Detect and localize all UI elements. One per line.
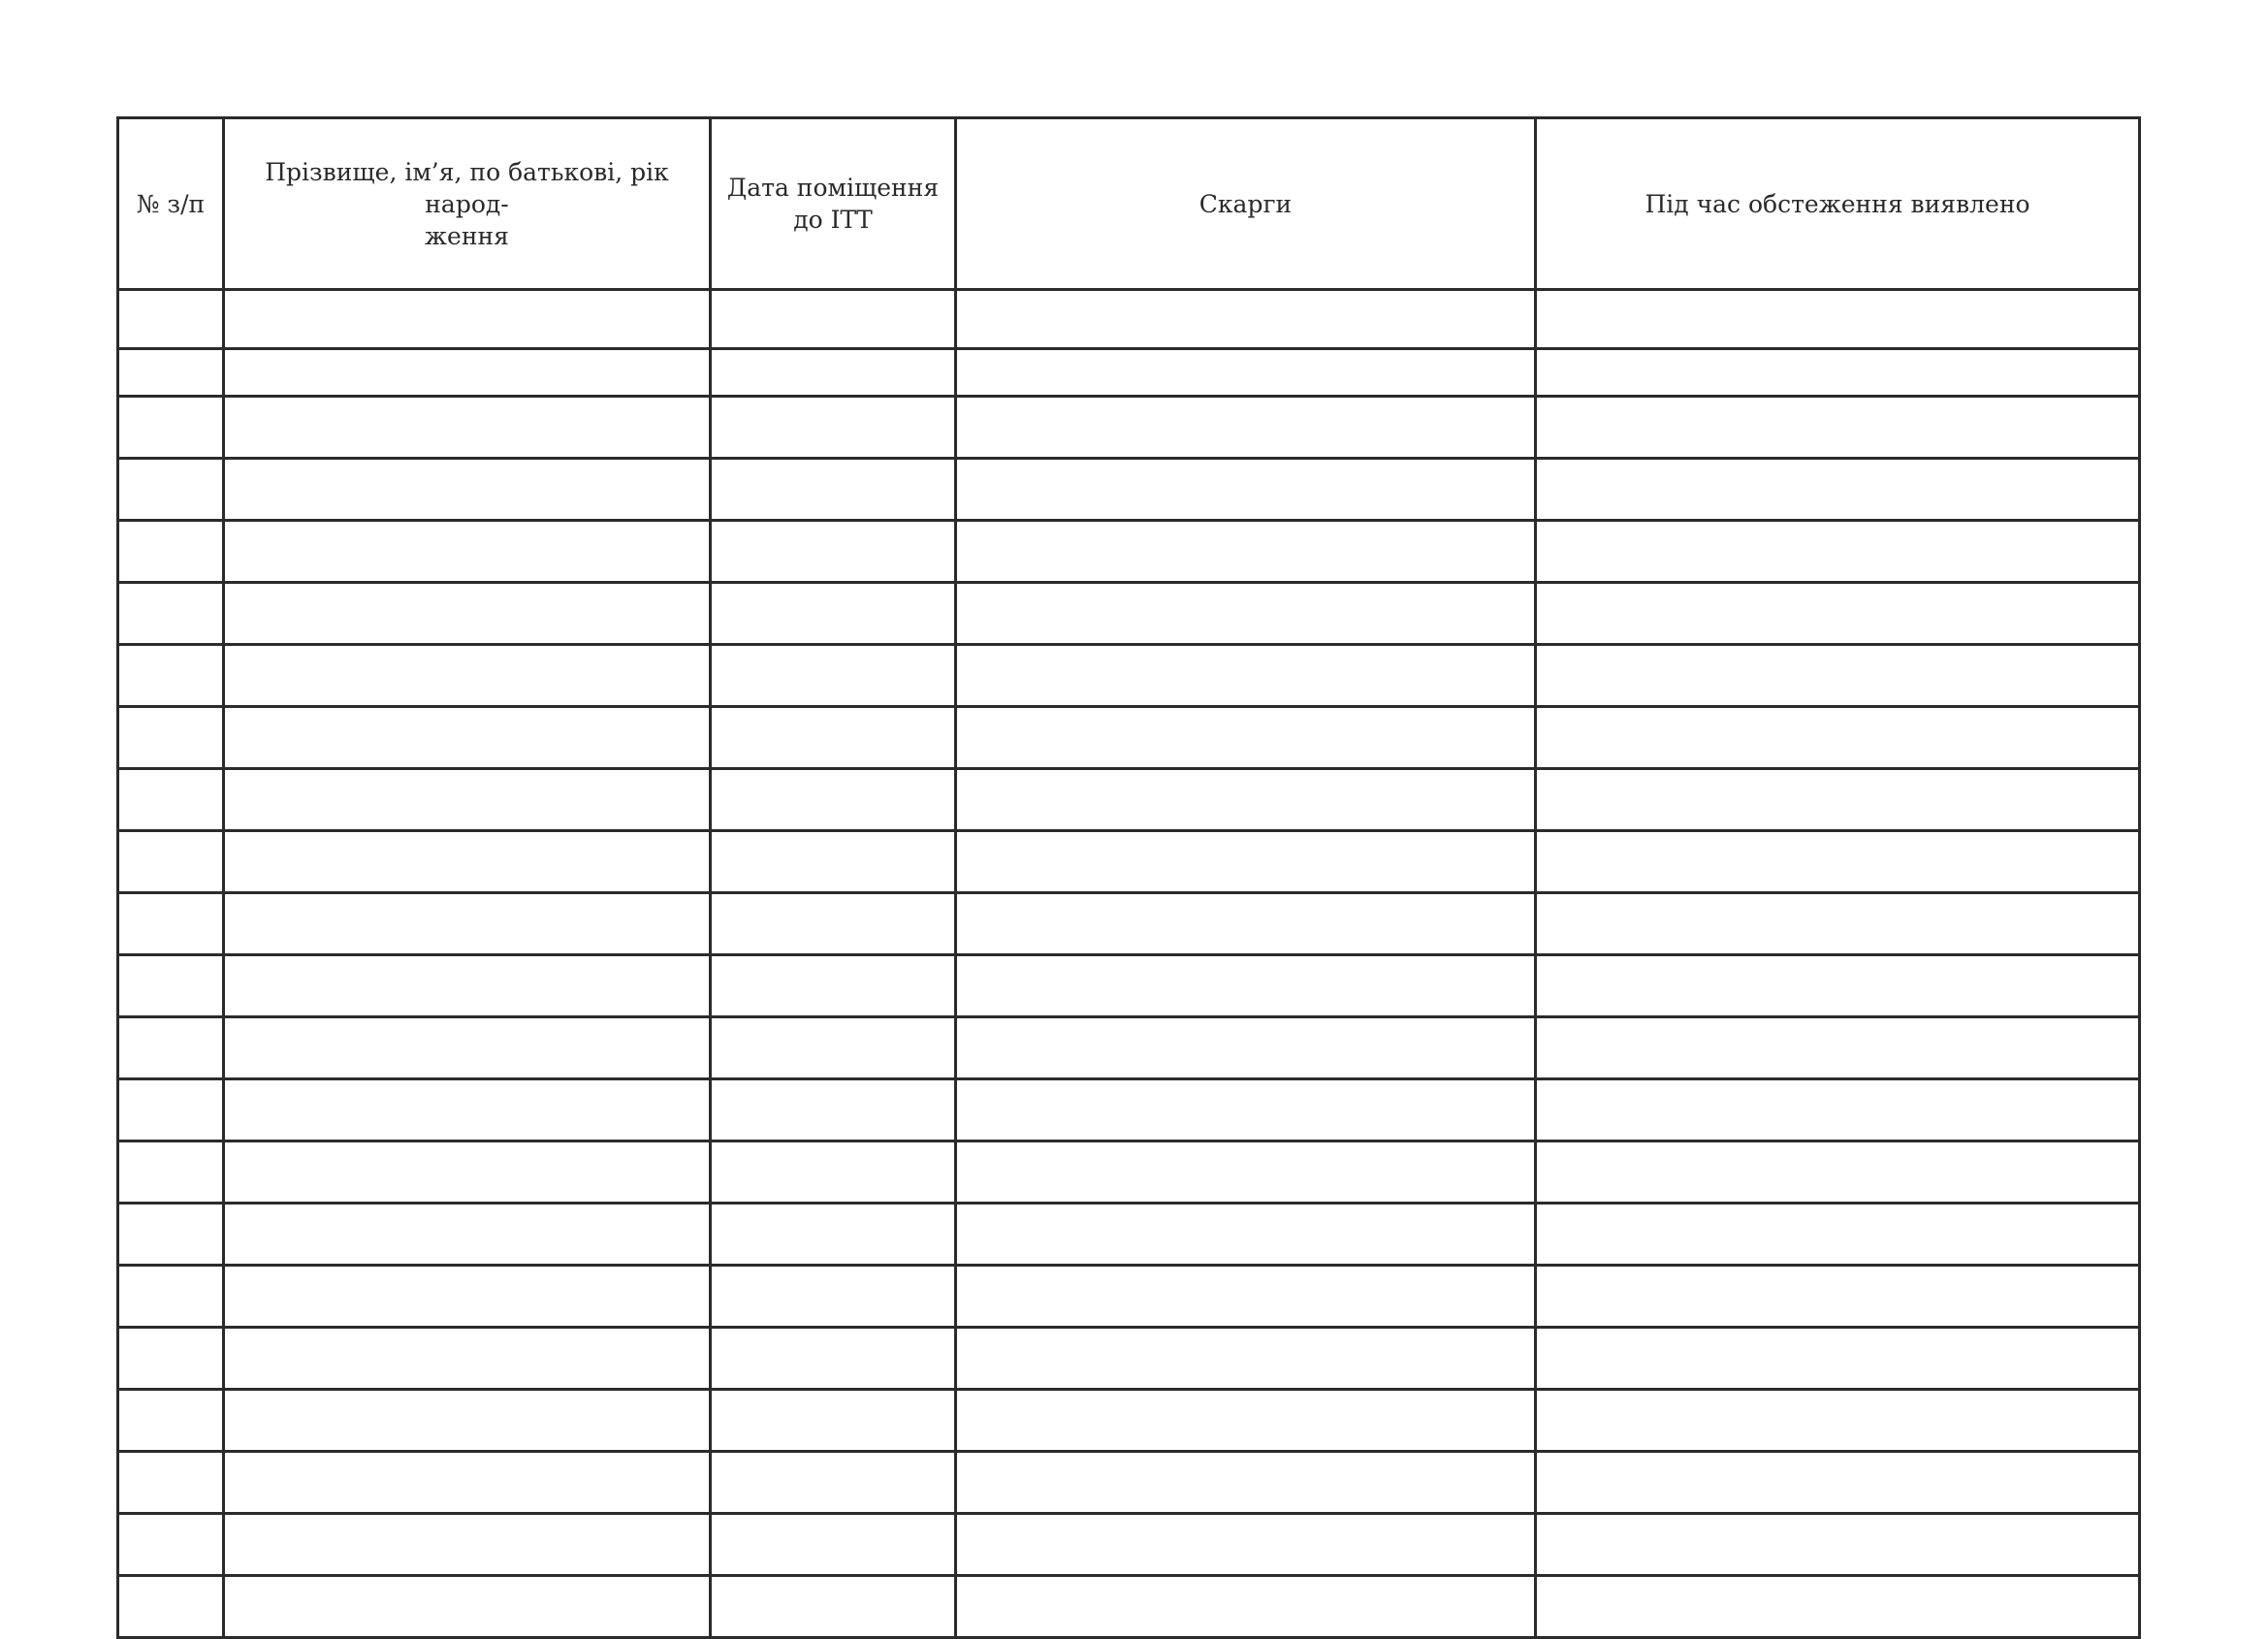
cell-complaints[interactable] xyxy=(956,1017,1536,1079)
cell-findings[interactable] xyxy=(1536,769,2140,831)
cell-date-placed[interactable] xyxy=(711,349,956,397)
cell-number[interactable] xyxy=(118,1017,224,1079)
cell-date-placed[interactable] xyxy=(711,1328,956,1390)
cell-complaints[interactable] xyxy=(956,1266,1536,1328)
cell-findings[interactable] xyxy=(1536,397,2140,459)
cell-findings[interactable] xyxy=(1536,349,2140,397)
table-row xyxy=(118,349,2140,397)
cell-full-name[interactable] xyxy=(224,1514,711,1576)
cell-complaints[interactable] xyxy=(956,707,1536,769)
cell-complaints[interactable] xyxy=(956,1390,1536,1452)
table-row xyxy=(118,893,2140,955)
table-header xyxy=(118,118,2140,290)
cell-findings[interactable] xyxy=(1536,955,2140,1017)
cell-findings[interactable] xyxy=(1536,290,2140,349)
cell-number[interactable] xyxy=(118,1141,224,1204)
cell-full-name[interactable] xyxy=(224,349,711,397)
table-row xyxy=(118,1514,2140,1576)
cell-full-name[interactable] xyxy=(224,290,711,349)
cell-date-placed[interactable] xyxy=(711,955,956,1017)
table-row xyxy=(118,1266,2140,1328)
cell-full-name[interactable] xyxy=(224,1079,711,1141)
table-row xyxy=(118,1452,2140,1514)
cell-complaints[interactable] xyxy=(956,1079,1536,1141)
cell-date-placed[interactable] xyxy=(711,893,956,955)
cell-date-placed[interactable] xyxy=(711,645,956,707)
cell-findings[interactable] xyxy=(1536,1576,2140,1638)
cell-number[interactable] xyxy=(118,831,224,893)
cell-complaints[interactable] xyxy=(956,290,1536,349)
cell-number[interactable] xyxy=(118,1390,224,1452)
header-number: № з/п xyxy=(118,118,224,290)
table-row xyxy=(118,1079,2140,1141)
cell-findings[interactable] xyxy=(1536,1141,2140,1204)
cell-full-name[interactable] xyxy=(224,831,711,893)
cell-complaints[interactable] xyxy=(956,955,1536,1017)
cell-number[interactable] xyxy=(118,583,224,645)
cell-findings[interactable] xyxy=(1536,1017,2140,1079)
cell-date-placed[interactable] xyxy=(711,769,956,831)
cell-full-name[interactable] xyxy=(224,769,711,831)
header-full-name-text: Прізвище, ім’я, по батькові, рік народ- ження xyxy=(265,157,669,250)
cell-date-placed[interactable] xyxy=(711,1514,956,1576)
cell-number[interactable] xyxy=(118,769,224,831)
cell-number[interactable] xyxy=(118,290,224,349)
cell-number[interactable] xyxy=(118,397,224,459)
cell-date-placed[interactable] xyxy=(711,707,956,769)
cell-findings[interactable] xyxy=(1536,1390,2140,1452)
cell-date-placed[interactable] xyxy=(711,1204,956,1266)
cell-full-name[interactable] xyxy=(224,1452,711,1514)
cell-findings[interactable] xyxy=(1536,1514,2140,1576)
cell-date-placed[interactable] xyxy=(711,1266,956,1328)
cell-date-placed[interactable] xyxy=(711,1452,956,1514)
cell-complaints[interactable] xyxy=(956,583,1536,645)
cell-date-placed[interactable] xyxy=(711,1141,956,1204)
cell-findings[interactable] xyxy=(1536,1079,2140,1141)
cell-full-name[interactable] xyxy=(224,397,711,459)
cell-full-name[interactable] xyxy=(224,1328,711,1390)
cell-full-name[interactable] xyxy=(224,1266,711,1328)
cell-number[interactable] xyxy=(118,707,224,769)
cell-complaints[interactable] xyxy=(956,397,1536,459)
table-row xyxy=(118,521,2140,583)
cell-full-name[interactable] xyxy=(224,1576,711,1638)
header-complaints: Скарги xyxy=(956,118,1536,290)
table-row xyxy=(118,831,2140,893)
cell-complaints[interactable] xyxy=(956,1452,1536,1514)
table-row xyxy=(118,459,2140,521)
cell-date-placed[interactable] xyxy=(711,831,956,893)
cell-date-placed[interactable] xyxy=(711,459,956,521)
cell-number[interactable] xyxy=(118,645,224,707)
header-findings: Під час обстеження виявлено xyxy=(1536,118,2140,290)
table-row xyxy=(118,1390,2140,1452)
cell-complaints[interactable] xyxy=(956,521,1536,583)
cell-findings[interactable] xyxy=(1536,1328,2140,1390)
cell-date-placed[interactable] xyxy=(711,1017,956,1079)
cell-number[interactable] xyxy=(118,893,224,955)
cell-complaints[interactable] xyxy=(956,769,1536,831)
cell-full-name[interactable] xyxy=(224,459,711,521)
cell-complaints[interactable] xyxy=(956,893,1536,955)
table-row xyxy=(118,1328,2140,1390)
table-row xyxy=(118,583,2140,645)
table-row xyxy=(118,1204,2140,1266)
cell-full-name[interactable] xyxy=(224,645,711,707)
cell-complaints[interactable] xyxy=(956,1204,1536,1266)
cell-date-placed[interactable] xyxy=(711,1576,956,1638)
cell-findings[interactable] xyxy=(1536,645,2140,707)
cell-findings[interactable] xyxy=(1536,831,2140,893)
table-row xyxy=(118,645,2140,707)
cell-number[interactable] xyxy=(118,1514,224,1576)
cell-number[interactable] xyxy=(118,1576,224,1638)
table-row xyxy=(118,769,2140,831)
table-row xyxy=(118,1576,2140,1638)
cell-complaints[interactable] xyxy=(956,645,1536,707)
cell-date-placed[interactable] xyxy=(711,521,956,583)
cell-full-name[interactable] xyxy=(224,955,711,1017)
cell-number[interactable] xyxy=(118,1266,224,1328)
cell-full-name[interactable] xyxy=(224,1141,711,1204)
cell-number[interactable] xyxy=(118,1452,224,1514)
cell-number[interactable] xyxy=(118,1204,224,1266)
table-row xyxy=(118,397,2140,459)
cell-number[interactable] xyxy=(118,1079,224,1141)
cell-findings[interactable] xyxy=(1536,1452,2140,1514)
table-row xyxy=(118,290,2140,349)
cell-findings[interactable] xyxy=(1536,583,2140,645)
cell-date-placed[interactable] xyxy=(711,1390,956,1452)
cell-date-placed[interactable] xyxy=(711,1079,956,1141)
cell-full-name[interactable] xyxy=(224,521,711,583)
cell-complaints[interactable] xyxy=(956,459,1536,521)
cell-findings[interactable] xyxy=(1536,521,2140,583)
table-body xyxy=(118,290,2140,1638)
table-row xyxy=(118,1017,2140,1079)
cell-complaints[interactable] xyxy=(956,1576,1536,1638)
cell-complaints[interactable] xyxy=(956,1141,1536,1204)
table-row xyxy=(118,955,2140,1017)
cell-number[interactable] xyxy=(118,459,224,521)
cell-full-name[interactable] xyxy=(224,1017,711,1079)
cell-full-name[interactable] xyxy=(224,707,711,769)
cell-number[interactable] xyxy=(118,349,224,397)
cell-complaints[interactable] xyxy=(956,349,1536,397)
cell-date-placed[interactable] xyxy=(711,583,956,645)
cell-findings[interactable] xyxy=(1536,893,2140,955)
header-date-placed xyxy=(711,118,956,290)
cell-number[interactable] xyxy=(118,1328,224,1390)
cell-complaints[interactable] xyxy=(956,1328,1536,1390)
cell-full-name[interactable] xyxy=(224,1204,711,1266)
header-row xyxy=(118,118,2140,290)
header-date-placed-text: Дата поміщення до ІТТ xyxy=(726,174,940,234)
register-table xyxy=(116,116,2141,1639)
table-row xyxy=(118,707,2140,769)
cell-findings[interactable] xyxy=(1536,707,2140,769)
cell-number[interactable] xyxy=(118,955,224,1017)
cell-date-placed[interactable] xyxy=(711,290,956,349)
cell-complaints[interactable] xyxy=(956,831,1536,893)
cell-date-placed[interactable] xyxy=(711,397,956,459)
cell-complaints[interactable] xyxy=(956,1514,1536,1576)
cell-full-name[interactable] xyxy=(224,1390,711,1452)
table-row xyxy=(118,1141,2140,1204)
cell-full-name[interactable] xyxy=(224,583,711,645)
cell-findings[interactable] xyxy=(1536,1266,2140,1328)
cell-findings[interactable] xyxy=(1536,459,2140,521)
cell-findings[interactable] xyxy=(1536,1204,2140,1266)
cell-number[interactable] xyxy=(118,521,224,583)
header-full-name xyxy=(224,118,711,290)
cell-full-name[interactable] xyxy=(224,893,711,955)
